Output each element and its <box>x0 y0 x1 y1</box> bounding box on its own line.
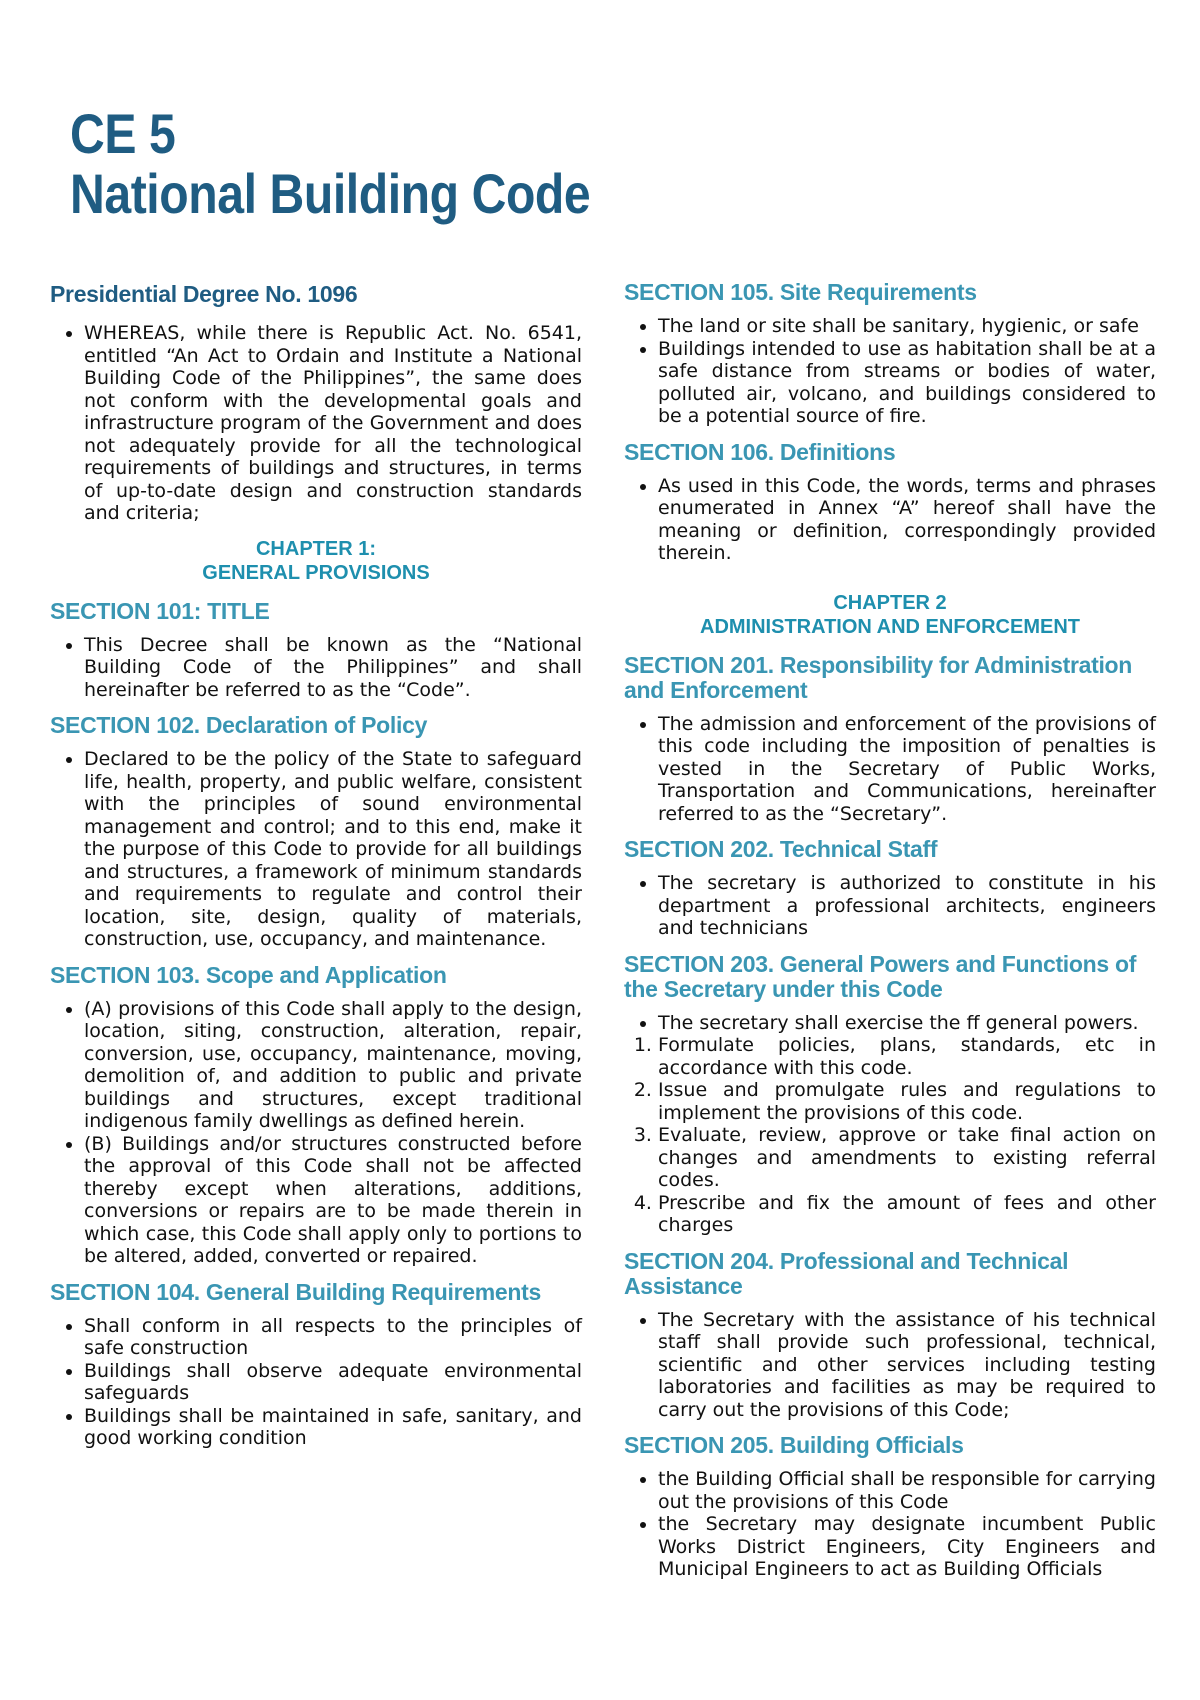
section-105-list <box>624 315 1156 428</box>
numbered-item: 2. Issue and promulgate rules and regulations to implement the provisions of this code. <box>658 1079 1156 1124</box>
list-item: • Buildings shall observe adequate environmental safeguards <box>84 1360 582 1405</box>
list-item: • Buildings intended to use as habitation shall be at a safe distance from streams or bodies of water, polluted air, volcano, and buildings considered to be a potential source of fire. <box>658 338 1156 428</box>
numbered-item: 4. Prescribe and fix the amount of fees and other charges <box>658 1192 1156 1237</box>
section-104-list <box>50 1315 582 1450</box>
chapter-2-heading <box>624 591 1156 639</box>
list-item: • WHEREAS, while there is Republic Act. No. 6541, entitled “An Act to Ordain and Institute a National Building Code of the Philippines”, the same does not conform with the developmental goals and infrastructure program of the Government and does not adequately provide for all the technological requirements of buildings and structures, in terms of up-to-date design and construction standards and criteria; <box>84 322 582 525</box>
right-column <box>624 280 1156 1593</box>
section-201-heading: SECTION 201. Responsibility for Administration and Enforcement <box>624 651 1133 703</box>
chapter-1-number: CHAPTER 1: <box>255 537 376 560</box>
section-106-heading: SECTION 106. Definitions <box>624 438 896 465</box>
section-205-heading: SECTION 205. Building Officials <box>624 1432 964 1458</box>
section-105-heading: SECTION 105. Site Requirements <box>624 279 977 305</box>
list-item: • As used in this Code, the words, terms and phrases enumerated in Annex “A” hereof shall have the meaning or definition, correspondingly provided therein. <box>658 475 1156 565</box>
section-203-list <box>624 1012 1156 1035</box>
section-101-list <box>50 634 582 702</box>
list-item: • The land or site shall be sanitary, hygienic, or safe <box>658 315 1156 338</box>
list-item: • The admission and enforcement of the provisions of this code including the imposition of penalties is vested in the Secretary of Public Works, Transportation and Communications, hereinafter referred to as the “Secretary”. <box>658 713 1156 826</box>
decree-list <box>50 322 582 525</box>
list-item: • (B) Buildings and/or structures constructed before the approval of this Code shall not be affected thereby except when alterations, additions, conversions or repairs are to be made therein in which case, this Code shall apply only to portions to be altered, added, converted or repaired. <box>84 1133 582 1268</box>
section-103-list <box>50 998 582 1268</box>
section-104-heading: SECTION 104. General Building Requirements <box>50 1278 541 1305</box>
list-item: • (A) provisions of this Code shall apply to the design, location, siting, construction, alteration, repair, conversion, use, occupancy, maintenance, moving, demolition of, and addition to public and private buildings and structures, except traditional indigenous family dwellings as defined herein. <box>84 998 582 1133</box>
section-201-list <box>624 713 1156 826</box>
left-column <box>50 280 582 1462</box>
list-item: • The Secretary with the assistance of his technical staff shall provide such professional, technical, scientific and other services including testing laboratories and facilities as may be required to carry out the provisions of this Code; <box>658 1309 1156 1422</box>
section-106-list <box>624 475 1156 565</box>
section-102-heading: SECTION 102. Declaration of Policy <box>50 712 428 738</box>
list-item: • Shall conform in all respects to the principles of safe construction <box>84 1315 582 1360</box>
list-item: • Buildings shall be maintained in safe, sanitary, and good working condition <box>84 1405 582 1450</box>
section-202-list <box>624 872 1156 940</box>
section-101-heading: SECTION 101: TITLE <box>50 597 270 624</box>
section-102-list <box>50 748 582 951</box>
list-item: • The secretary shall exercise the ff general powers. <box>658 1012 1156 1035</box>
list-item: • Declared to be the policy of the State to safeguard life, health, property, and public welfare, consistent with the principles of sound environmental management and control; and to this end, make it the purpose of this Code to provide for all buildings and structures, a framework of minimum standards and requirements to regulate and control their location, site, design, quality of materials, construction, use, occupancy, and maintenance. <box>84 748 582 951</box>
section-203-numbered-list <box>624 1034 1156 1237</box>
page-title-line2: National Building Code <box>70 162 591 225</box>
list-item: • This Decree shall be known as the “National Building Code of the Philippines” and shall hereinafter be referred to as the “Code”. <box>84 634 582 702</box>
numbered-item: 1. Formulate policies, plans, standards, etc in accordance with this code. <box>658 1034 1156 1079</box>
chapter-1-heading <box>50 537 582 585</box>
page-title <box>70 104 590 224</box>
numbered-item: 3. Evaluate, review, approve or take final action on changes and amendments to existing referral codes. <box>658 1124 1156 1192</box>
chapter-2-title: ADMINISTRATION AND ENFORCEMENT <box>700 615 1080 638</box>
page-title-line1: CE 5 <box>70 102 176 165</box>
section-205-list <box>624 1468 1156 1581</box>
section-202-heading: SECTION 202. Technical Staff <box>624 836 938 862</box>
section-204-heading: SECTION 204. Professional and Technical Assistance <box>624 1247 1069 1299</box>
chapter-1-title: GENERAL PROVISIONS <box>202 561 430 584</box>
section-203-heading: SECTION 203. General Powers and Functions of the Secretary under this Code <box>624 950 1137 1002</box>
section-103-heading: SECTION 103. Scope and Application <box>50 961 447 988</box>
section-204-list <box>624 1309 1156 1422</box>
chapter-2-number: CHAPTER 2 <box>833 591 947 614</box>
list-item: • the Secretary may designate incumbent Public Works District Engineers, City Engineers and Municipal Engineers to act as Building Officials <box>658 1513 1156 1581</box>
list-item: • The secretary is authorized to constitute in his department a professional architects, engineers and technicians <box>658 872 1156 940</box>
list-item: • the Building Official shall be responsible for carrying out the provisions of this Code <box>658 1468 1156 1513</box>
decree-heading: Presidential Degree No. 1096 <box>50 281 358 307</box>
